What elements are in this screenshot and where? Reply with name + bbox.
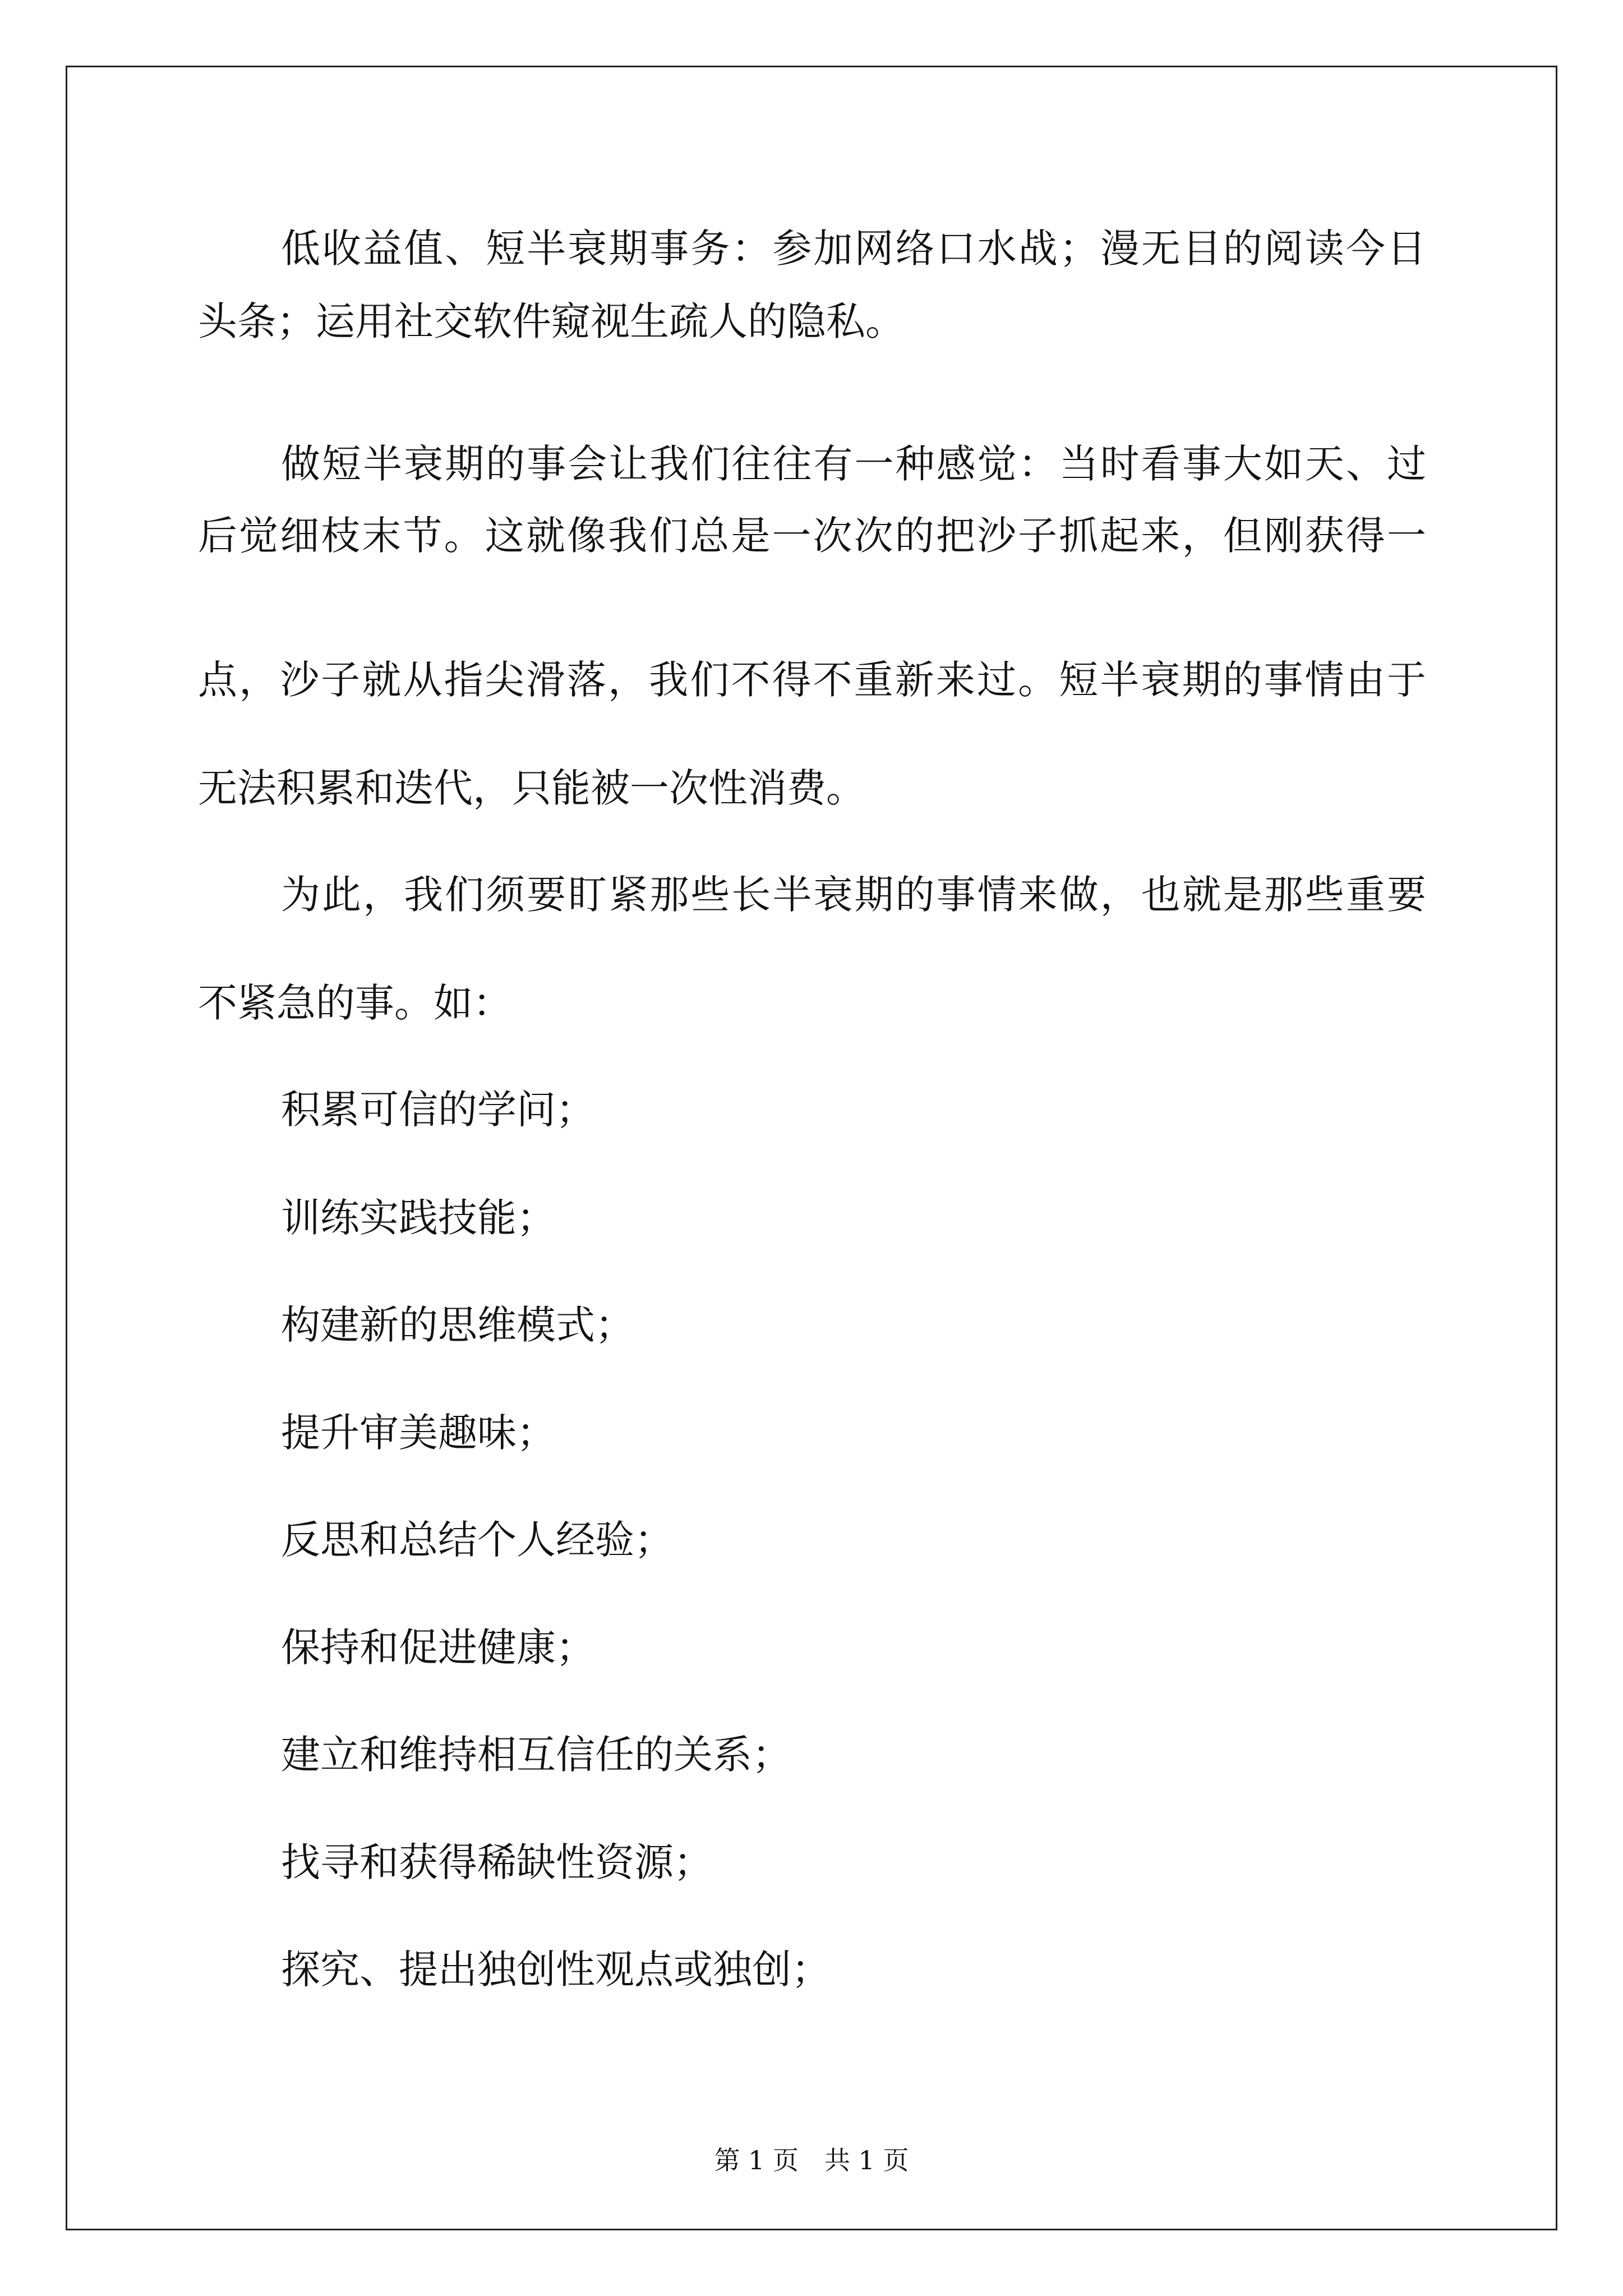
list-item-5: 反思和总结个人经验； xyxy=(281,1517,674,1563)
list-item-6: 保持和促进健康； xyxy=(281,1625,595,1671)
paragraph-3-line-2: 不紧急的事。如： xyxy=(198,980,512,1026)
paragraph-1-line-1: 低收益值、短半衰期事务：参加网络口水战；漫无目的阅读今日 xyxy=(281,226,1426,272)
paragraph-2-line-2: 后觉细枝末节。这就像我们总是一次次的把沙子抓起来，但刚获得一 xyxy=(198,513,1426,559)
list-item-4: 提升审美趣味； xyxy=(281,1410,556,1456)
list-item-1: 积累可信的学问； xyxy=(281,1087,595,1133)
paragraph-2-line-1: 做短半衰期的事会让我们往往有一种感觉：当时看事大如天、过 xyxy=(281,441,1426,487)
paragraph-1-line-2: 头条；运用社交软件窥视生疏人的隐私。 xyxy=(198,298,905,344)
page-border xyxy=(66,66,1557,2230)
paragraph-3-line-1: 为此，我们须要盯紧那些长半衰期的事情来做，也就是那些重要 xyxy=(281,872,1426,918)
paragraph-2-line-4: 无法积累和迭代，只能被一次性消费。 xyxy=(198,765,865,811)
page-number: 第 1 页 共 1 页 xyxy=(714,2145,909,2175)
list-item-7: 建立和维持相互信任的关系； xyxy=(281,1732,791,1778)
list-item-8: 找寻和获得稀缺性资源； xyxy=(281,1839,713,1885)
paragraph-2-line-3: 点，沙子就从指尖滑落，我们不得不重新来过。短半衰期的事情由于 xyxy=(198,657,1426,703)
list-item-2: 训练实践技能； xyxy=(281,1195,556,1241)
list-item-3: 构建新的思维模式； xyxy=(281,1302,634,1348)
list-item-9: 探究、提出独创性观点或独创； xyxy=(281,1947,831,1993)
